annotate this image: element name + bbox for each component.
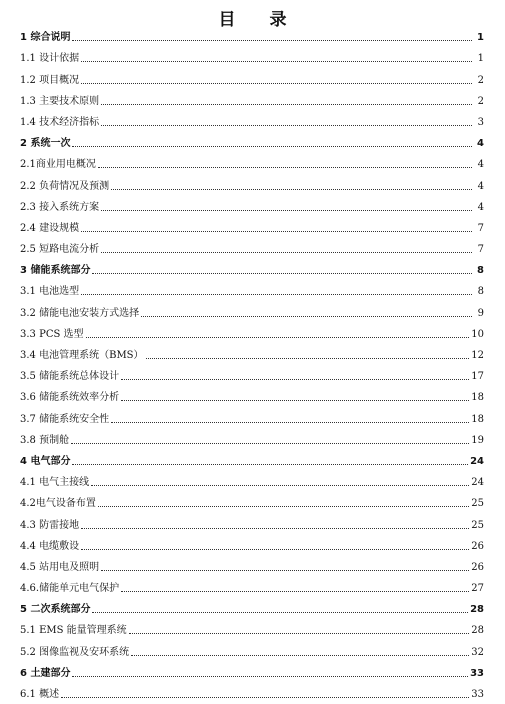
toc-entry-page-number: 1 bbox=[477, 53, 484, 65]
toc-entry-number: 3.3 bbox=[20, 328, 40, 340]
toc-section-entry[interactable] bbox=[20, 489, 484, 510]
toc-entry-page-number: 7 bbox=[477, 244, 484, 256]
toc-entry-page-number: 27 bbox=[471, 583, 484, 595]
toc-entry-number: 2.2 bbox=[20, 180, 40, 192]
toc-entry-page-number: 4 bbox=[477, 201, 484, 213]
toc-entry-page-number: 8 bbox=[477, 286, 484, 298]
toc-entry-label: 项目概况 bbox=[39, 74, 80, 86]
toc-section-entry[interactable] bbox=[20, 171, 484, 192]
toc-section-entry[interactable] bbox=[20, 150, 484, 171]
toc-entry-page-number: 24 bbox=[470, 455, 484, 467]
dot-leader bbox=[111, 188, 472, 190]
toc-entry-number: 2.5 bbox=[20, 244, 40, 256]
dot-leader bbox=[81, 60, 472, 62]
toc-entry-number: 4.3 bbox=[20, 519, 40, 531]
dot-leader bbox=[61, 696, 469, 698]
toc-entry-label: 商业用电概况 bbox=[35, 159, 96, 171]
dot-leader bbox=[101, 103, 472, 105]
toc-entry-page-number: 7 bbox=[477, 222, 484, 234]
toc-entry-page-number: 12 bbox=[471, 350, 484, 361]
toc-entry-label: 建设规模 bbox=[39, 222, 80, 234]
toc-chapter-entry[interactable] bbox=[20, 23, 484, 44]
toc-entry-label: 电气部分 bbox=[30, 455, 71, 467]
toc-entry-label: 接入系统方案 bbox=[39, 201, 100, 213]
toc-section-entry[interactable] bbox=[20, 574, 484, 595]
toc-entry-number: 1.1 bbox=[20, 53, 40, 65]
toc-section-entry[interactable] bbox=[20, 362, 484, 383]
toc-entry-number: 3 bbox=[20, 265, 31, 277]
toc-entry-page-number: 9 bbox=[477, 307, 484, 319]
toc-entry-label: 防雷接地 bbox=[39, 519, 80, 531]
dot-leader bbox=[141, 315, 472, 317]
toc-entry-label: 土建部分 bbox=[30, 667, 71, 679]
toc-entry-label: 负荷情况及预测 bbox=[39, 180, 110, 192]
toc-entry-label: 电池管理系统（BMS） bbox=[39, 350, 144, 361]
dot-leader bbox=[121, 399, 469, 401]
dot-leader bbox=[101, 251, 472, 253]
toc-entry-number: 4.5 bbox=[20, 561, 40, 573]
toc-section-entry[interactable] bbox=[20, 404, 484, 425]
toc-entry-page-number: 8 bbox=[477, 265, 484, 277]
toc-entry-label: 电气主接线 bbox=[39, 477, 90, 489]
toc-entry-label: 储能系统安全性 bbox=[39, 413, 110, 425]
dot-leader bbox=[81, 230, 472, 232]
toc-entry-page-number: 32 bbox=[471, 646, 484, 658]
toc-entry-number: 2 bbox=[20, 138, 31, 150]
toc-entry-number: 1 bbox=[20, 32, 31, 44]
toc-entry-number: 3.4 bbox=[20, 350, 40, 361]
dot-leader bbox=[111, 421, 469, 423]
toc-entry-label: EMS 能量管理系统 bbox=[39, 625, 127, 637]
toc-entry-page-number: 2 bbox=[477, 74, 484, 86]
toc-entry-number: 4.4 bbox=[20, 540, 40, 552]
toc-entry-page-number: 10 bbox=[471, 328, 484, 340]
toc-entry-page-number: 1 bbox=[477, 32, 484, 44]
toc-entry-label: 储能单元电气保护 bbox=[39, 583, 120, 595]
dot-leader bbox=[98, 505, 469, 507]
toc-entry-number: 1.4 bbox=[20, 116, 40, 128]
toc-section-entry[interactable] bbox=[20, 44, 484, 65]
toc-entry-number: 4 bbox=[20, 455, 31, 467]
toc-entry-label: 电池选型 bbox=[39, 286, 80, 298]
toc-entry-page-number: 33 bbox=[470, 667, 484, 679]
toc-entry-label: 储能系统总体设计 bbox=[39, 371, 120, 383]
toc-entry-page-number: 33 bbox=[471, 689, 484, 700]
toc-entry-number: 3.1 bbox=[20, 286, 40, 298]
dot-leader bbox=[92, 611, 468, 613]
toc-section-entry[interactable] bbox=[20, 510, 484, 531]
dot-leader bbox=[86, 336, 470, 338]
dot-leader bbox=[121, 378, 469, 380]
toc-entry-number: 1.3 bbox=[20, 95, 40, 107]
dot-leader bbox=[81, 527, 469, 529]
toc-entry-number: 4.2 bbox=[20, 498, 36, 510]
dot-leader bbox=[72, 675, 468, 677]
toc-entry-page-number: 17 bbox=[471, 371, 484, 383]
toc-entry-number: 5.2 bbox=[20, 646, 40, 658]
toc-entry-page-number: 18 bbox=[471, 392, 484, 404]
toc-entry-number: 4.6. bbox=[20, 583, 40, 595]
toc-entry-label: 综合说明 bbox=[30, 32, 71, 44]
dot-leader bbox=[92, 272, 472, 274]
toc-entry-number: 1.2 bbox=[20, 74, 40, 86]
toc-section-entry[interactable] bbox=[20, 193, 484, 214]
toc-entry-page-number: 26 bbox=[471, 540, 484, 552]
toc-entry-number: 2.4 bbox=[20, 222, 40, 234]
dot-leader bbox=[101, 124, 472, 126]
toc-section-entry[interactable] bbox=[20, 532, 484, 553]
toc-entry-page-number: 25 bbox=[471, 519, 484, 531]
dot-leader bbox=[81, 548, 469, 550]
toc-entry-label: 二次系统部分 bbox=[30, 604, 91, 616]
dot-leader bbox=[146, 357, 470, 359]
toc-entry-page-number: 19 bbox=[471, 434, 484, 446]
dot-leader bbox=[72, 145, 472, 147]
toc-entry-label: 电气设备布置 bbox=[35, 498, 96, 510]
toc-entry-number: 2.3 bbox=[20, 201, 40, 213]
toc-title: 目 录 bbox=[218, 10, 301, 30]
toc-section-entry[interactable] bbox=[20, 468, 484, 489]
toc-chapter-entry[interactable] bbox=[20, 595, 484, 616]
toc-entry-label: 技术经济指标 bbox=[39, 116, 100, 128]
toc-entry-page-number: 4 bbox=[477, 159, 484, 171]
toc-section-entry[interactable] bbox=[20, 298, 484, 319]
toc-entry-page-number: 26 bbox=[471, 561, 484, 573]
toc-entry-page-number: 4 bbox=[477, 180, 484, 192]
toc-section-entry[interactable] bbox=[20, 680, 484, 701]
dot-leader bbox=[101, 209, 472, 211]
toc-entry-page-number: 2 bbox=[477, 95, 484, 107]
toc-entry-label: 图像监视及安环系统 bbox=[39, 646, 130, 658]
toc-section-entry[interactable] bbox=[20, 426, 484, 447]
toc-section-entry[interactable] bbox=[20, 65, 484, 86]
dot-leader bbox=[129, 632, 470, 634]
toc-entry-label: 设计依据 bbox=[39, 53, 80, 65]
toc-section-entry[interactable] bbox=[20, 553, 484, 574]
toc-entry-number: 5.1 bbox=[20, 625, 40, 637]
toc-entry-number: 3.5 bbox=[20, 371, 40, 383]
toc-entry-label: 储能电池安装方式选择 bbox=[39, 307, 140, 319]
dot-leader bbox=[121, 590, 469, 592]
toc-entry-number: 5 bbox=[20, 604, 31, 616]
toc-entry-page-number: 25 bbox=[471, 498, 484, 510]
toc-section-entry[interactable] bbox=[20, 637, 484, 658]
toc-entry-label: 主要技术原则 bbox=[39, 95, 100, 107]
toc-section-entry[interactable] bbox=[20, 383, 484, 404]
toc-chapter-entry[interactable] bbox=[20, 129, 484, 150]
dot-leader bbox=[71, 442, 469, 444]
dot-leader bbox=[101, 569, 469, 571]
toc-entry-number: 3.8 bbox=[20, 434, 40, 446]
toc-entry-label: 电缆敷设 bbox=[39, 540, 80, 552]
dot-leader bbox=[81, 293, 472, 295]
table-of-contents bbox=[20, 23, 484, 701]
toc-entry-label: 储能系统部分 bbox=[30, 265, 91, 277]
toc-section-entry[interactable] bbox=[20, 108, 484, 129]
toc-entry-number: 6 bbox=[20, 667, 31, 679]
toc-entry-label: 短路电流分析 bbox=[39, 244, 100, 256]
toc-entry-label: 系统一次 bbox=[30, 138, 71, 150]
dot-leader bbox=[72, 463, 468, 465]
dot-leader bbox=[91, 484, 469, 486]
toc-entry-page-number: 3 bbox=[477, 116, 484, 128]
toc-entry-number: 2.1 bbox=[20, 159, 36, 171]
dot-leader bbox=[72, 39, 472, 41]
toc-entry-label: 概述 bbox=[39, 689, 60, 700]
toc-entry-number: 3.6 bbox=[20, 392, 40, 404]
toc-entry-page-number: 28 bbox=[471, 625, 484, 637]
toc-chapter-entry[interactable] bbox=[20, 659, 484, 680]
toc-entry-page-number: 18 bbox=[471, 413, 484, 425]
toc-entry-number: 3.7 bbox=[20, 413, 40, 425]
dot-leader bbox=[98, 166, 472, 168]
toc-section-entry[interactable] bbox=[20, 277, 484, 298]
dot-leader bbox=[81, 82, 472, 84]
toc-section-entry[interactable] bbox=[20, 214, 484, 235]
toc-chapter-entry[interactable] bbox=[20, 256, 484, 277]
toc-entry-label: 站用电及照明 bbox=[39, 561, 100, 573]
toc-entry-page-number: 4 bbox=[477, 138, 484, 150]
dot-leader bbox=[131, 654, 469, 656]
toc-section-entry[interactable] bbox=[20, 320, 484, 341]
toc-entry-label: 储能系统效率分析 bbox=[39, 392, 120, 404]
toc-section-entry[interactable] bbox=[20, 341, 484, 362]
toc-section-entry[interactable] bbox=[20, 235, 484, 256]
toc-entry-number: 3.2 bbox=[20, 307, 40, 319]
toc-section-entry[interactable] bbox=[20, 616, 484, 637]
toc-section-entry[interactable] bbox=[20, 87, 484, 108]
toc-entry-number: 6.1 bbox=[20, 689, 40, 700]
toc-entry-page-number: 28 bbox=[470, 604, 484, 616]
toc-chapter-entry[interactable] bbox=[20, 447, 484, 468]
toc-entry-label: 预制舱 bbox=[39, 434, 70, 446]
toc-entry-label: PCS 选型 bbox=[39, 328, 84, 340]
toc-entry-number: 4.1 bbox=[20, 477, 40, 489]
toc-entry-page-number: 24 bbox=[471, 477, 484, 489]
